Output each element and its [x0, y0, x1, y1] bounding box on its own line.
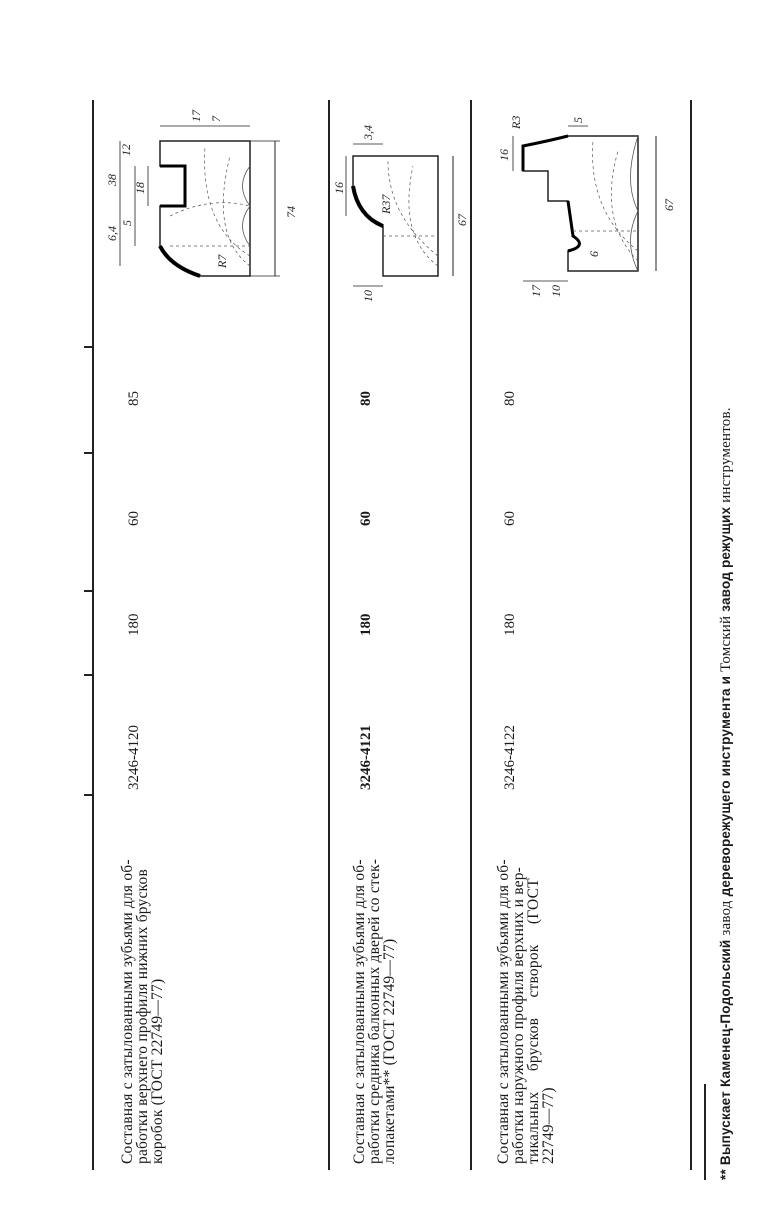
footnote-text: инструментов. [718, 407, 734, 503]
profile-drawing [332, 106, 473, 306]
svg-text:18: 18 [133, 182, 147, 194]
count-value: 80 [502, 391, 518, 406]
svg-text:6: 6 [587, 251, 601, 257]
svg-text:74: 74 [284, 206, 298, 218]
svg-text:17: 17 [529, 285, 543, 297]
footnote-text: Выпускает Каменец-Подольский [718, 939, 733, 1166]
svg-text:R7: R7 [215, 254, 229, 268]
diameter-value: 180 [358, 613, 374, 636]
svg-text:16: 16 [497, 149, 511, 161]
column-separator [84, 346, 94, 348]
svg-text:3,4: 3,4 [361, 125, 375, 140]
footnote-text: дереворежущего инструмента [718, 688, 733, 897]
svg-text:7: 7 [209, 116, 223, 122]
count-value: 80 [358, 391, 374, 406]
footnote-mark: ** [718, 1169, 733, 1180]
footnote [718, 80, 735, 1180]
table-top-rule [92, 100, 94, 1170]
svg-text:6,4: 6,4 [105, 226, 119, 241]
width-value: 60 [358, 511, 374, 526]
profile-drawing [100, 106, 325, 306]
svg-text:12: 12 [119, 144, 133, 156]
svg-text:38: 38 [105, 174, 119, 186]
row-description: Составная с затылованными зубьями для об- работки средника балконных дверей со стек- лопакетами** (ГОСТ 22749—77) [351, 858, 398, 1164]
tool-code: 3246-4121 [358, 725, 374, 790]
table-bottom-rule [690, 100, 692, 1170]
footnote-text: завод режущих [718, 506, 733, 612]
profile-drawing [478, 101, 683, 301]
tool-code: 3246-4122 [502, 725, 518, 790]
svg-text:R3: R3 [509, 115, 523, 129]
column-separator [84, 452, 94, 454]
footnote-rule [704, 1084, 706, 1180]
width-value: 60 [502, 511, 518, 526]
column-separator [84, 674, 94, 676]
footnote-text: Томский [718, 615, 734, 672]
column-separator [84, 794, 94, 796]
row-separator [328, 100, 330, 1170]
row-description: Составная с затылованными зубьями для об- работки верхнего профиля нижних брусков коробок (ГОСТ 22749—77) [119, 859, 166, 1164]
tool-code: 3246-4120 [126, 725, 142, 790]
svg-text:5: 5 [120, 220, 134, 226]
svg-text:10: 10 [361, 290, 375, 302]
svg-text:R37: R37 [379, 194, 393, 214]
diameter-value: 180 [502, 613, 518, 636]
row-description: Составная с затылованными зубьями для об- работки наружного профиля верхних и вер- тикальных брусков створок (ГОСТ 22749—77) [495, 859, 557, 1164]
svg-text:17: 17 [189, 110, 203, 122]
column-separator [84, 590, 94, 592]
footnote-text: и [718, 675, 733, 685]
diameter-value: 180 [126, 613, 142, 636]
svg-text:16: 16 [332, 182, 346, 194]
svg-text:10: 10 [549, 285, 563, 297]
footnote-text: завод [718, 900, 734, 936]
svg-text:67: 67 [455, 214, 469, 226]
width-value: 60 [126, 511, 142, 526]
count-value: 85 [126, 391, 142, 406]
svg-text:67: 67 [662, 199, 676, 211]
svg-text:5: 5 [571, 117, 585, 123]
